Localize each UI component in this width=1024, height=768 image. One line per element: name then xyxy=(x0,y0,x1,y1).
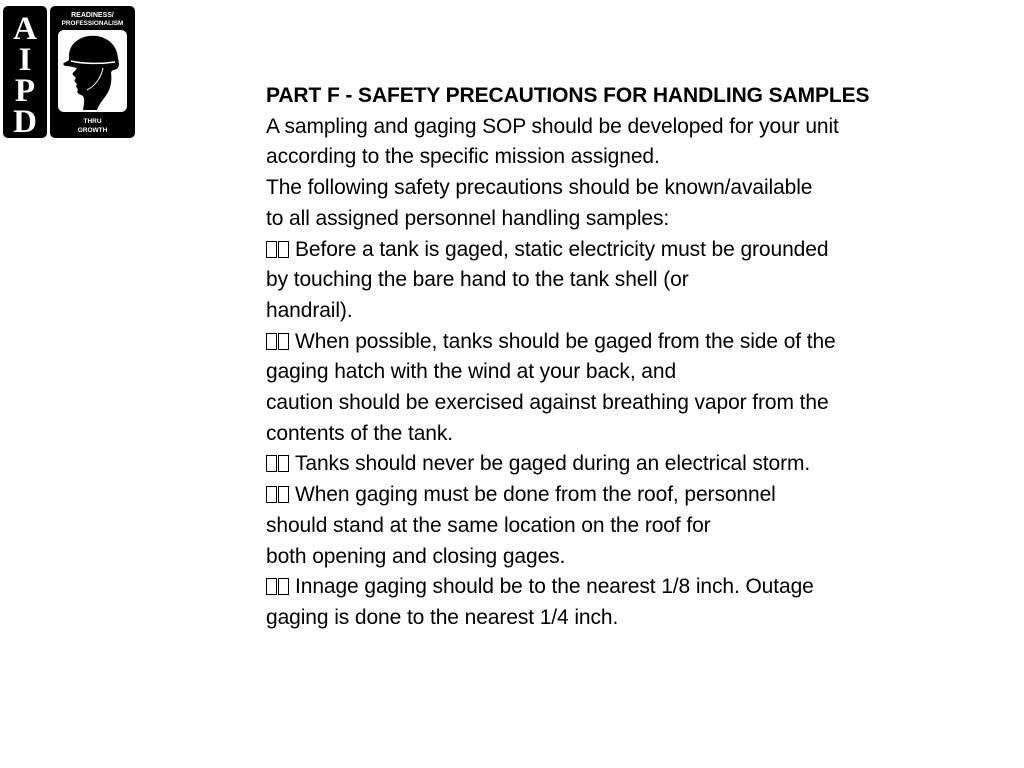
logo-bottom-text-1: THRU xyxy=(83,118,102,125)
document-title: PART F - SAFETY PRECAUTIONS FOR HANDLING SAMPLES xyxy=(266,84,870,107)
bullet-text: When possible, tanks should be gaged from the side of the xyxy=(295,329,836,353)
logo-bottom-text-2: GROWTH xyxy=(77,127,108,134)
bullet-item xyxy=(266,572,926,603)
intro-line: The following safety precautions should be known/available xyxy=(266,176,813,200)
logo-letter-i: I xyxy=(18,42,32,78)
missing-glyph-icon xyxy=(266,486,277,503)
bullet-item xyxy=(266,449,926,480)
logo-letter-d: D xyxy=(13,104,37,138)
bullet-item xyxy=(266,235,926,266)
bullet-text: Before a tank is gaged, static electricity must be grounded xyxy=(295,237,829,261)
aipd-logo-graphic xyxy=(3,6,135,138)
missing-glyph-icon xyxy=(278,578,289,595)
bullet-continuation: gaging is done to the nearest 1/4 inch. xyxy=(266,605,619,629)
intro-line: to all assigned personnel handling samples: xyxy=(266,206,670,230)
missing-glyph-icon xyxy=(278,333,289,350)
logo-top-text-2: PROFESSIONALISM xyxy=(61,20,124,27)
bullet-continuation: handrail). xyxy=(266,298,353,322)
bullet-text: Innage gaging should be to the nearest 1/8 inch. Outage xyxy=(295,575,814,599)
bullet-continuation: should stand at the same location on the roof for xyxy=(266,513,711,537)
missing-glyph-icon xyxy=(266,455,277,472)
bullet-item xyxy=(266,327,926,358)
missing-glyph-icon xyxy=(266,578,277,595)
intro-line: according to the specific mission assigned. xyxy=(266,145,660,169)
missing-glyph-icon xyxy=(266,241,277,258)
bullet-continuation: by touching the bare hand to the tank shell (or xyxy=(266,268,689,292)
missing-glyph-icon xyxy=(278,455,289,472)
bullet-item xyxy=(266,480,926,511)
missing-glyph-icon xyxy=(278,241,289,258)
logo-letter-a: A xyxy=(13,11,37,47)
bullet-text: Tanks should never be gaged during an electrical storm. xyxy=(295,452,811,476)
aipd-logo xyxy=(3,6,135,138)
bullet-continuation: contents of the tank. xyxy=(266,421,454,445)
document-body xyxy=(266,81,926,634)
logo-letter-p: P xyxy=(14,73,36,109)
intro-line: A sampling and gaging SOP should be developed for your unit xyxy=(266,114,839,138)
bullet-continuation: caution should be exercised against breathing vapor from the xyxy=(266,391,829,415)
bullet-text: When gaging must be done from the roof, personnel xyxy=(295,483,776,507)
missing-glyph-icon xyxy=(266,333,277,350)
bullet-continuation: gaging hatch with the wind at your back, and xyxy=(266,360,677,384)
missing-glyph-icon xyxy=(278,486,289,503)
logo-top-text-1: READINESS/ xyxy=(71,12,114,19)
bullet-continuation: both opening and closing gages. xyxy=(266,544,566,568)
